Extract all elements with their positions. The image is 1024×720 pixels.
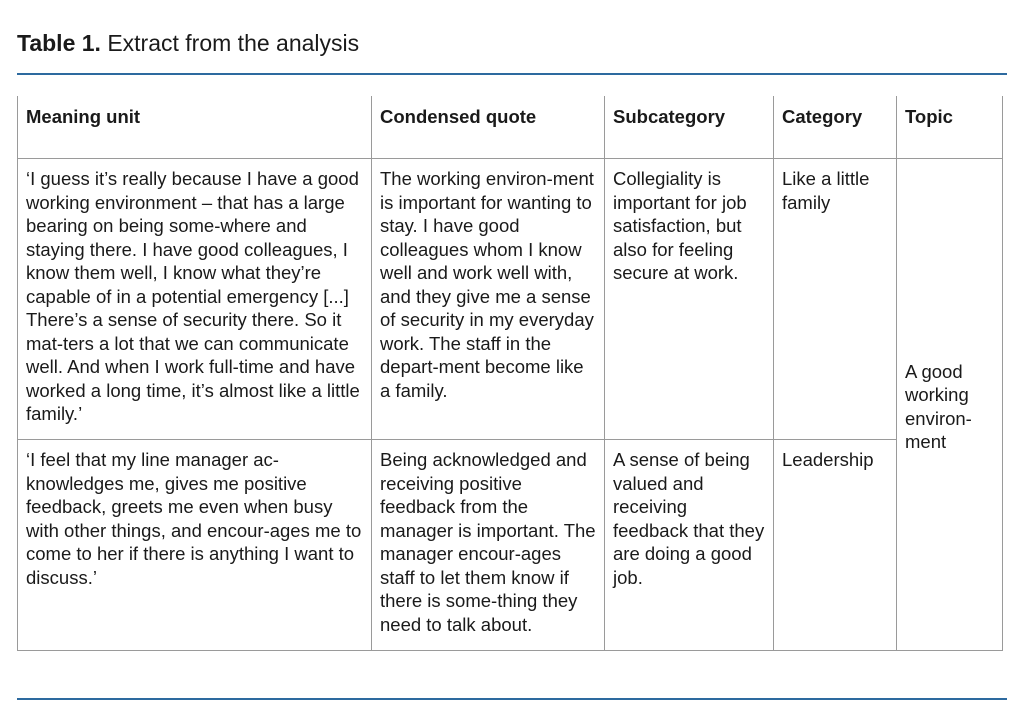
table-number: Table 1. xyxy=(17,30,101,56)
header-category: Category xyxy=(774,96,897,159)
analysis-table xyxy=(17,96,1003,651)
header-row xyxy=(18,96,1003,159)
header-meaning-unit: Meaning unit xyxy=(18,96,372,159)
condensed-quote-cell: The working environ-ment is important for wanting to stay. I have good colleagues whom I know well and work well with, and they give me a sense of security in my everyday work. The staff in the depart-ment become like a family. xyxy=(372,159,605,440)
condensed-quote-cell: Being acknowledged and receiving positive feedback from the manager is important. The manager encour-ages staff to let them know if there is some-thing they need to talk about. xyxy=(372,440,605,651)
header-subcategory: Subcategory xyxy=(605,96,774,159)
table-title: Extract from the analysis xyxy=(107,30,360,56)
category-cell: Like a little family xyxy=(774,159,897,440)
top-rule xyxy=(17,73,1007,75)
subcategory-cell: A sense of being valued and receiving feedback that they are doing a good job. xyxy=(605,440,774,651)
subcategory-cell: Collegiality is important for job satisfaction, but also for feeling secure at work. xyxy=(605,159,774,440)
header-topic: Topic xyxy=(897,96,1003,159)
header-condensed-quote: Condensed quote xyxy=(372,96,605,159)
meaning-unit-cell: ‘I guess it’s really because I have a good working environment – that has a large bearing on being some-where and staying there. I have good colleagues, I know them well, I know what they’re capable of in a potential emergency [...] There’s a sense of security there. So it mat-ters a lot that we can communicate well. And when I work full-time and have worked a long time, it’s almost like a little family.’ xyxy=(18,159,372,440)
table-row xyxy=(18,159,1003,440)
table-caption xyxy=(17,29,359,57)
bottom-rule xyxy=(17,698,1007,700)
meaning-unit-cell: ‘I feel that my line manager ac-knowledges me, gives me positive feedback, greets me even when busy with other things, and encour-ages me to come to her if there is anything I want to discuss.’ xyxy=(18,440,372,651)
table-row xyxy=(18,440,1003,651)
category-cell: Leadership xyxy=(774,440,897,651)
topic-cell: A good working environ-ment xyxy=(897,159,1003,651)
